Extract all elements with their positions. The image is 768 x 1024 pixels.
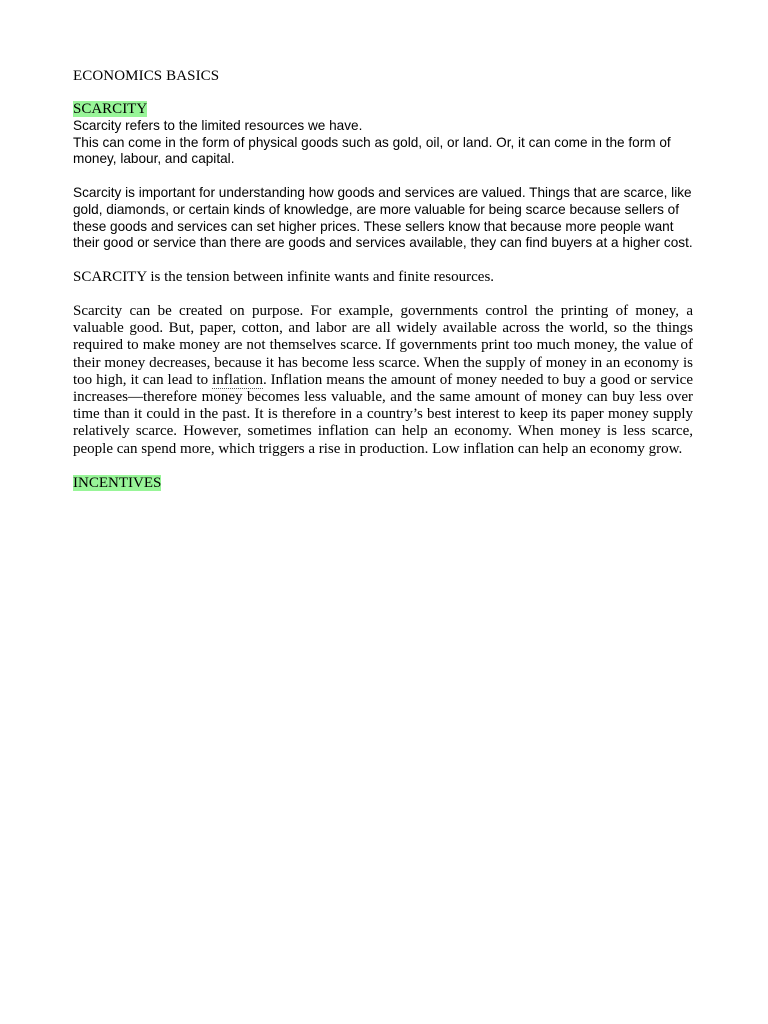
spacer bbox=[73, 458, 693, 475]
section-heading-incentives bbox=[73, 475, 693, 492]
intro-line-2: This can come in the form of physical goods such as gold, oil, or land. Or, it can come in the form of money, labour, and capital. bbox=[73, 134, 671, 167]
document-title: ECONOMICS BASICS bbox=[73, 68, 220, 84]
value-paragraph-text: Scarcity is important for understanding how goods and services are valued. Things that are scarce, like gold, diamonds, or certain kinds of knowledge, are more valuable for being scarce because sellers of these goods and services can set higher prices. These sellers know that because more people want their good or service than there are goods and services available, they can find buyers at a higher cost. bbox=[73, 185, 693, 251]
highlighted-heading-text: INCENTIVES bbox=[73, 474, 162, 491]
document-page bbox=[73, 67, 693, 492]
purpose-text-after: . Inflation means the amount of money needed to buy a good or service increases—therefore money becomes less valuable, and the same amount of money can buy less over time than it could in the past. It is therefore in a country’s best interest to keep its paper money supply relatively scarce. However, sometimes inflation can help an economy. When money is less scarce, people can spend more, which triggers a rise in production. Low inflation can help an economy grow. bbox=[73, 371, 693, 457]
scarcity-purpose-paragraph bbox=[73, 303, 693, 458]
inflation-link[interactable]: inflation bbox=[212, 371, 263, 388]
purpose-text-before: Scarcity can be created on purpose. For example, governments control the printing of money, a valuable good. But, paper, cotton, and labor are all widely available across the world, so the things required to make money are not themselves scarce. If governments print too much money, the value of their money decreases, because it has become less scarce. When the supply of money in an economy is too high, it can lead to bbox=[73, 302, 693, 388]
intro-line-1: Scarcity refers to the limited resources we have. bbox=[73, 118, 363, 133]
highlighted-heading-text: SCARCITY bbox=[73, 101, 148, 117]
scarcity-value-paragraph bbox=[73, 185, 693, 252]
spacer bbox=[73, 86, 693, 101]
spacer bbox=[73, 252, 693, 269]
scarcity-definition: SCARCITY is the tension between infinite wants and finite resources. bbox=[73, 268, 495, 285]
spacer bbox=[73, 168, 693, 185]
spacer bbox=[73, 286, 693, 303]
section-heading-scarcity bbox=[73, 101, 693, 118]
scarcity-intro bbox=[73, 118, 693, 168]
